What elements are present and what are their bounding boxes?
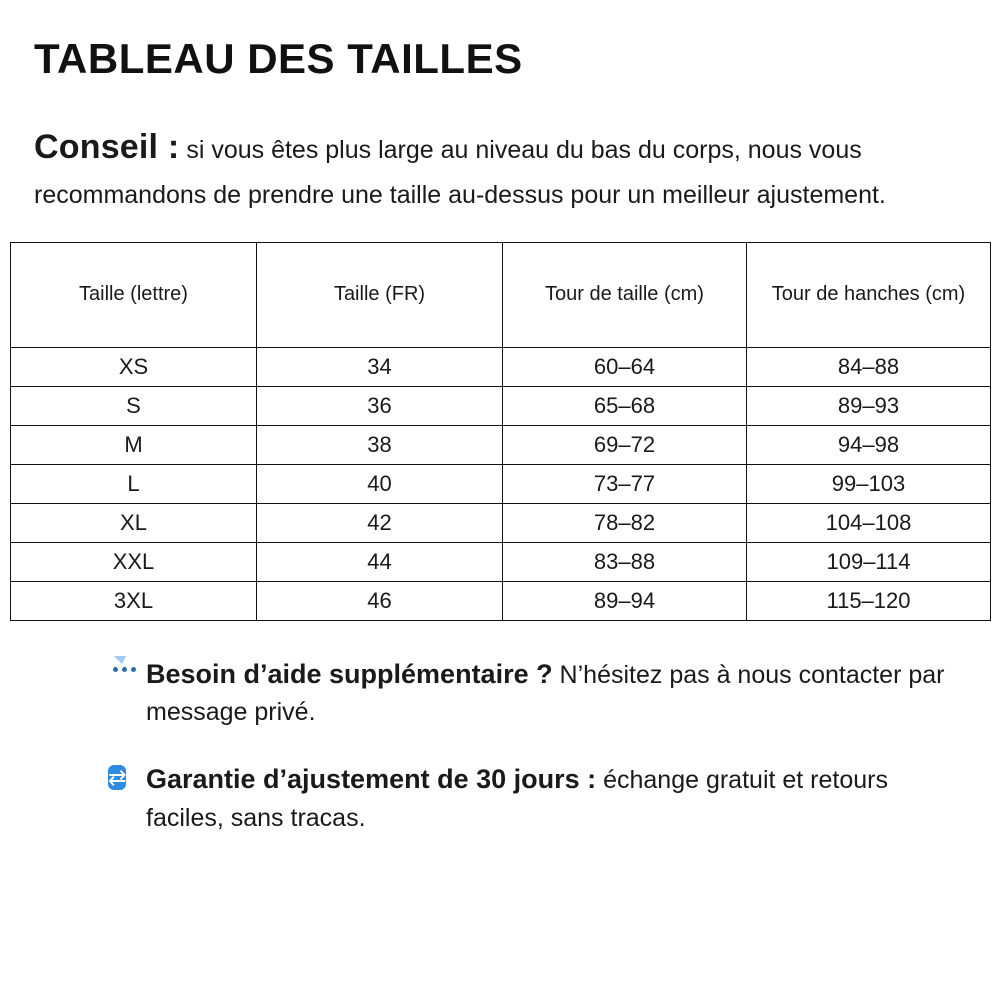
cell-size-fr: 34 <box>257 347 503 386</box>
table-row <box>11 464 991 503</box>
cell-waist: 60–64 <box>503 347 747 386</box>
column-header-size-fr: Taille (FR) <box>257 242 503 347</box>
note-guarantee <box>108 760 948 835</box>
cell-size-fr: 42 <box>257 503 503 542</box>
table-row <box>11 347 991 386</box>
cell-hips: 84–88 <box>747 347 991 386</box>
cell-size-letter: XS <box>11 347 257 386</box>
cell-hips: 104–108 <box>747 503 991 542</box>
cell-size-letter: XXL <box>11 542 257 581</box>
size-table <box>10 242 991 621</box>
cell-size-fr: 46 <box>257 581 503 620</box>
cell-hips: 115–120 <box>747 581 991 620</box>
cell-hips: 94–98 <box>747 425 991 464</box>
column-header-size-letter: Taille (lettre) <box>11 242 257 347</box>
column-header-hips: Tour de hanches (cm) <box>747 242 991 347</box>
cell-waist: 78–82 <box>503 503 747 542</box>
cell-size-letter: M <box>11 425 257 464</box>
table-row <box>11 503 991 542</box>
table-row <box>11 542 991 581</box>
cell-size-fr: 36 <box>257 386 503 425</box>
advice-lead: Conseil : <box>34 128 180 167</box>
cell-hips: 89–93 <box>747 386 991 425</box>
table-row <box>11 581 991 620</box>
cell-waist: 69–72 <box>503 425 747 464</box>
speech-bubble-icon <box>108 658 140 690</box>
cell-size-letter: S <box>11 386 257 425</box>
notes-section <box>0 655 1000 836</box>
note-guarantee-strong: Garantie d’ajustement de 30 jours : <box>146 764 597 795</box>
note-help <box>108 655 948 730</box>
cell-waist: 83–88 <box>503 542 747 581</box>
cell-hips: 109–114 <box>747 542 991 581</box>
cell-size-letter: 3XL <box>11 581 257 620</box>
advice-text: si vous êtes plus large au niveau du bas du corps, nous vous recommandons de prendre une taille au-dessus pour un meilleur ajustement. <box>34 136 886 210</box>
table-header-row <box>11 242 991 347</box>
cell-size-fr: 44 <box>257 542 503 581</box>
cell-waist: 73–77 <box>503 464 747 503</box>
cell-waist: 89–94 <box>503 581 747 620</box>
cell-waist: 65–68 <box>503 386 747 425</box>
table-row <box>11 386 991 425</box>
note-guarantee-body: échange gratuit et retours faciles, sans tracas. <box>146 766 888 832</box>
cell-size-fr: 38 <box>257 425 503 464</box>
page-title: TABLEAU DES TAILLES <box>34 35 523 82</box>
cell-size-letter: XL <box>11 503 257 542</box>
column-header-waist: Tour de taille (cm) <box>503 242 747 347</box>
cell-size-fr: 40 <box>257 464 503 503</box>
table-row <box>11 425 991 464</box>
note-help-body: N’hésitez pas à nous contacter par message privé. <box>146 660 945 727</box>
note-help-strong: Besoin d’aide supplémentaire ? <box>146 658 553 689</box>
note-guarantee-text <box>146 760 948 835</box>
cell-hips: 99–103 <box>747 464 991 503</box>
note-help-text <box>146 655 948 730</box>
exchange-icon: ⇄ <box>108 765 127 791</box>
cell-size-letter: L <box>11 464 257 503</box>
advice-paragraph <box>34 120 966 216</box>
